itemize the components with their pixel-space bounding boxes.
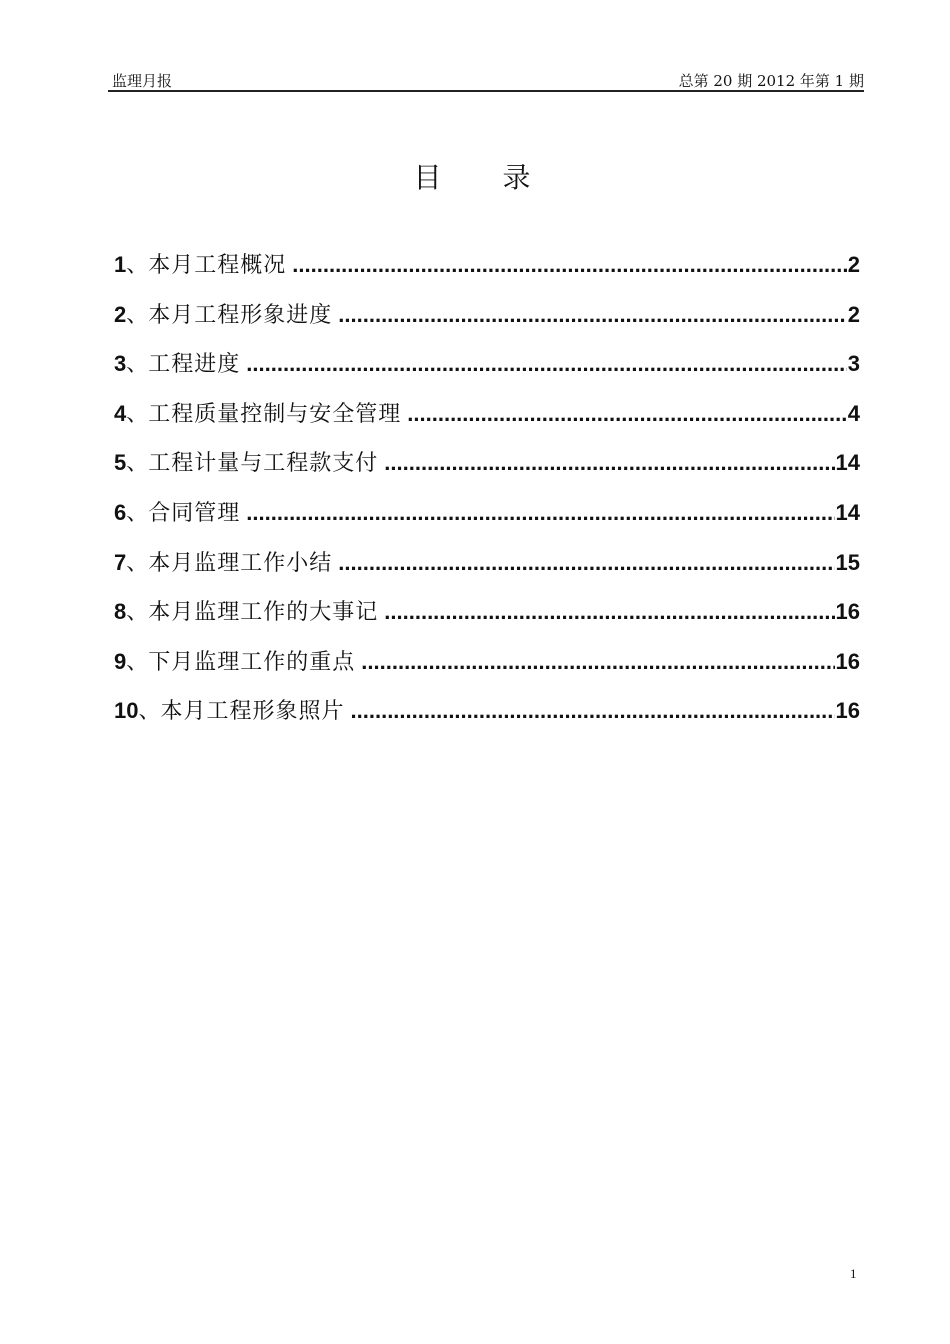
toc-entry-9[interactable]: [114, 647, 860, 697]
toc-entry-number: 2: [114, 301, 127, 327]
toc-entry-label: 工程计量与工程款支付: [148, 451, 379, 477]
toc-entry-label: 本月工程形象进度: [148, 302, 333, 328]
toc-entry-separator: 、: [126, 352, 149, 378]
toc-leader-dots: [292, 250, 846, 280]
toc-entry-label: 本月监理工作的大事记: [148, 600, 379, 626]
toc-entry-1[interactable]: [114, 250, 860, 300]
toc-entry-separator: 、: [126, 550, 149, 576]
toc-entry-separator: 、: [126, 401, 149, 427]
toc-leader-dots: [407, 399, 846, 429]
toc-entry-page: 16: [835, 648, 860, 674]
toc-entry-8[interactable]: [114, 597, 860, 647]
toc-entry-page: 2: [847, 301, 860, 327]
toc-entry-separator: 、: [126, 600, 149, 626]
toc-entry-separator: 、: [126, 500, 149, 526]
toc-entry-page: 14: [835, 450, 860, 476]
page-header: [108, 68, 864, 92]
toc-entry-label: 工程进度: [148, 352, 241, 378]
toc-entry-number: 4: [114, 400, 127, 426]
toc-entry-page: 2: [847, 252, 860, 277]
toc-entry-separator: 、: [126, 451, 149, 477]
toc-leader-dots: [361, 647, 834, 677]
toc-entry-7[interactable]: [114, 548, 860, 598]
toc-entry-number: 7: [114, 549, 127, 575]
toc-entry-separator: 、: [126, 302, 149, 328]
toc-entry-3[interactable]: [114, 349, 860, 399]
toc-entry-5[interactable]: [114, 448, 860, 498]
toc-entry-label: 本月工程形象照片: [160, 699, 345, 725]
toc-leader-dots: [246, 498, 834, 528]
toc-entry-page: 15: [835, 549, 860, 575]
toc-entry-label: 本月工程概况: [148, 253, 287, 278]
toc-leader-dots: [338, 300, 846, 330]
toc-entry-6[interactable]: [114, 498, 860, 548]
toc-entry-number: 3: [114, 351, 127, 377]
page-number: 1: [850, 1266, 857, 1281]
header-report-name: 监理月报: [112, 72, 173, 90]
toc-entry-page: 16: [835, 599, 860, 625]
toc-entry-number: 10: [114, 698, 139, 724]
toc-entry-separator: 、: [126, 253, 149, 278]
toc-leader-dots: [338, 548, 834, 578]
toc-entry-label: 下月监理工作的重点: [148, 649, 356, 675]
toc-entry-label: 本月监理工作小结: [148, 550, 333, 576]
toc-entry-number: 8: [114, 599, 127, 625]
toc-entry-label: 工程质量控制与安全管理: [148, 401, 402, 427]
toc-entry-number: 5: [114, 450, 127, 476]
toc-entry-2[interactable]: [114, 300, 860, 350]
toc-entry-separator: 、: [126, 649, 149, 675]
toc-leader-dots: [384, 448, 834, 478]
table-of-contents: [114, 250, 860, 746]
toc-entry-page: 14: [835, 499, 860, 525]
toc-entry-number: 9: [114, 648, 127, 674]
toc-entry-page: 16: [835, 698, 860, 724]
toc-entry-number: 1: [114, 252, 127, 277]
header-issue-info: 总第 20 期 2012 年第 1 期: [678, 72, 864, 90]
toc-entry-4[interactable]: [114, 399, 860, 449]
toc-title: 目 录: [413, 161, 557, 194]
toc-entry-page: 4: [847, 400, 860, 426]
toc-entry-number: 6: [114, 499, 127, 525]
toc-entry-label: 合同管理: [148, 500, 241, 526]
toc-entry-separator: 、: [138, 699, 161, 725]
toc-leader-dots: [384, 597, 834, 627]
toc-leader-dots: [351, 696, 835, 726]
toc-leader-dots: [246, 349, 846, 379]
toc-entry-10[interactable]: [114, 696, 860, 746]
toc-entry-page: 3: [847, 351, 860, 377]
